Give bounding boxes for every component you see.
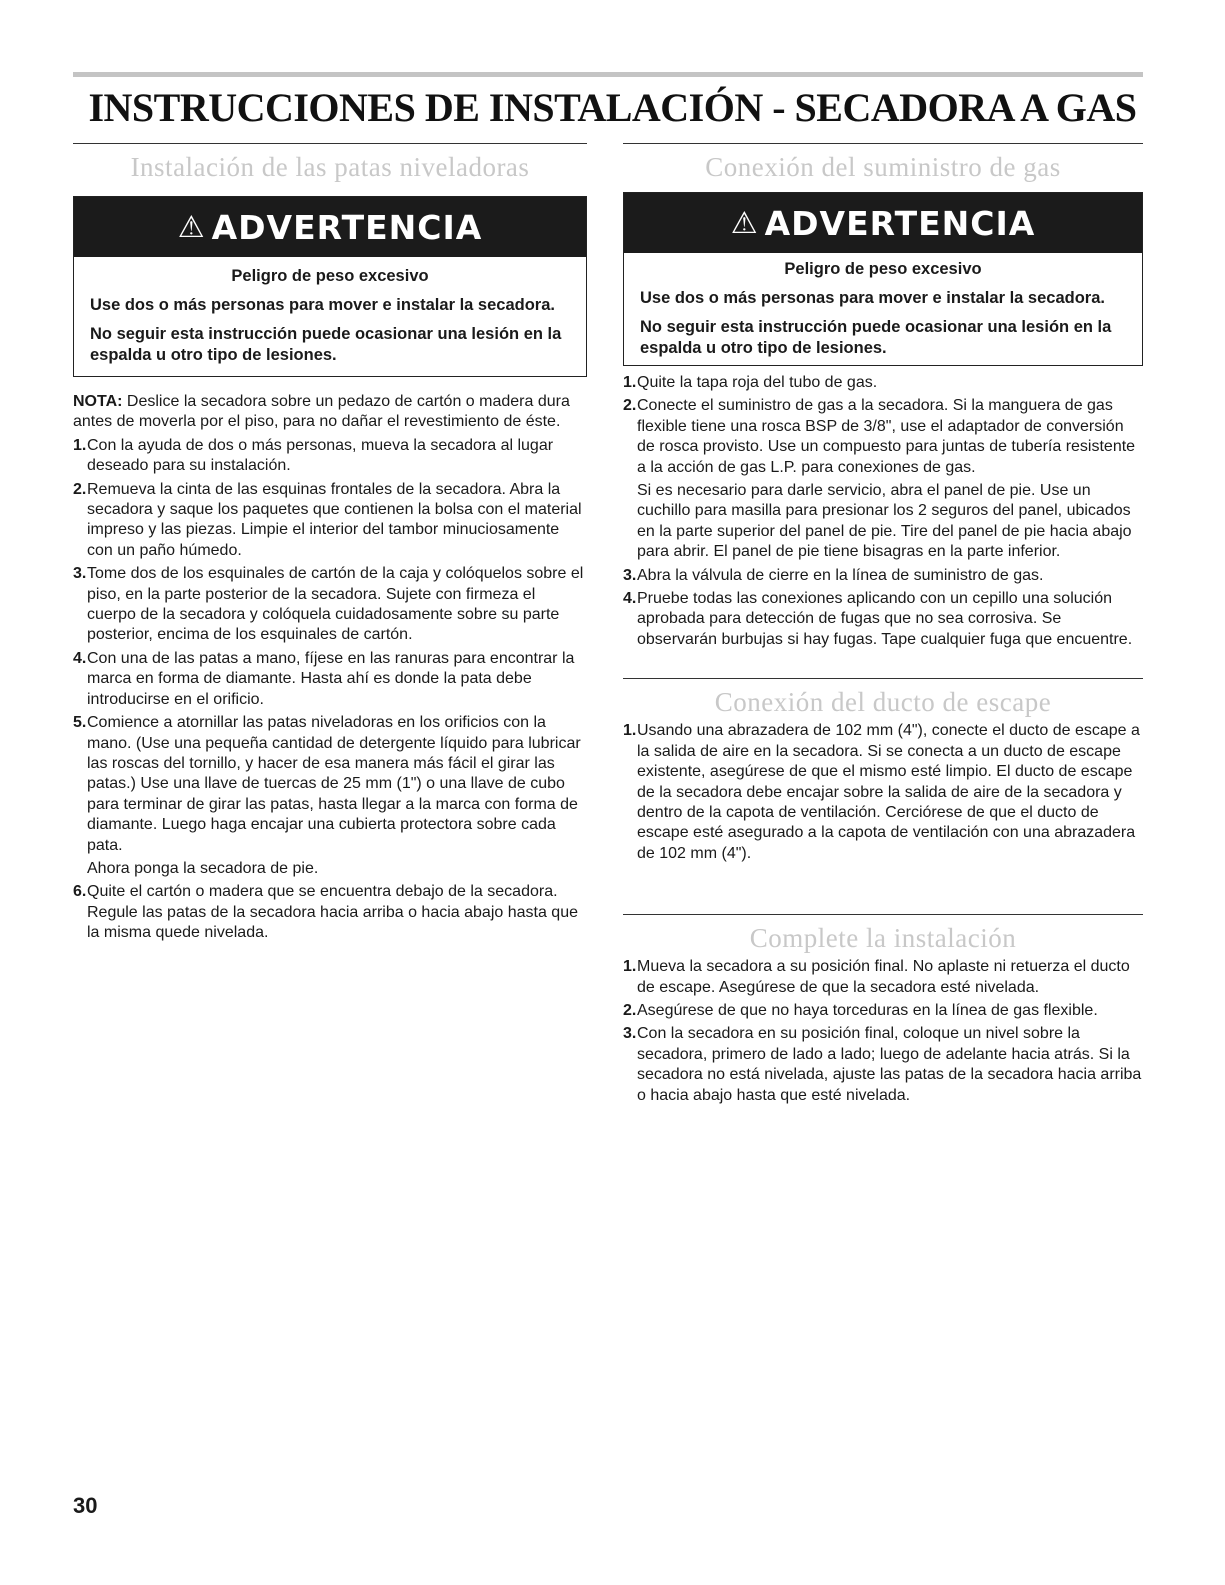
- list-item: [623, 957, 1143, 998]
- list-item: [623, 1024, 1143, 1106]
- list-item: [623, 589, 1143, 650]
- section-divider: [623, 914, 1143, 915]
- note-text: Deslice la secadora sobre un pedazo de cartón o madera dura antes de moverla por el piso, para no dañar el revestimiento de éste.: [73, 393, 570, 431]
- step-number: 1.: [73, 436, 87, 454]
- step-extra-text: Ahora ponga la secadora de pie.: [87, 859, 319, 877]
- step-text: Remueva la cinta de las esquinas frontales de la secadora. Abra la secadora y saque los paquetes que contienen la bolsa con el material impreso y las piezas. Limpie el interior del tambor minuciosamente con un paño húmedo.: [87, 480, 582, 559]
- section-heading-gas-supply: Conexión del suministro de gas: [705, 152, 1061, 182]
- complete-content: [623, 957, 1143, 1106]
- step-text: Quite la tapa roja del tubo de gas.: [637, 374, 878, 391]
- step-text: Quite el cartón o madera que se encuentra debajo de la secadora. Regule las patas de la secadora hacia arriba o hacia abajo hasta que la misma quede nivelada.: [87, 883, 578, 942]
- section-divider: [623, 143, 1143, 144]
- warning-line: No seguir esta instrucción puede ocasionar una lesión en la espalda u otro tipo de lesiones.: [640, 318, 1112, 357]
- warning-header-label: ADVERTENCIA: [764, 203, 1036, 243]
- section-heading-exhaust: Conexión del ducto de escape: [714, 687, 1052, 718]
- step-number: 4.: [73, 649, 87, 667]
- step-text: Tome dos de los esquinales de cartón de la caja y colóquelos sobre el piso, en la parte posterior de la secadora. Sujete con firmeza el cuerpo de la secadora y colóquela cuidadosamente sobre su parte posterior, encima de los esquinales de cartón.: [87, 565, 584, 644]
- step-text: Abra la válvula de cierre en la línea de suministro de gas.: [637, 566, 1044, 584]
- step-number: 1.: [623, 374, 637, 391]
- step-text: Usando una abrazadera de 102 mm (4"), conecte el ducto de escape a la salida de aire en la secadora. Si se conecta a un ducto de escape existente, asegúrese de que el mismo esté limpio. El ducto de escape de la secadora debe encajar sobre la salida de aire de la secadora y dentro de la capota de ventilación. Cerciórese de que el ducto de escape esté asegurado a la capota de ventilación con una abrazadera de 102 mm (4").: [637, 722, 1140, 862]
- left-column: [73, 143, 587, 944]
- step-text: Pruebe todas las conexiones aplicando con un cepillo una solución aprobada para detección de fugas que no sea corrosiva. Se observarán burbujas si hay fugas. Tape cualquier fuga que encuentre.: [637, 590, 1133, 648]
- step-extra-text: Si es necesario para darle servicio, abra el panel de pie. Use un cuchillo para masilla para presionar los 2 seguros del panel, ubicados en la parte superior del panel de pie. Tire del panel de pie hacia abajo para abrir. El panel de pie tiene bisagras en la parte inferior.: [637, 482, 1132, 561]
- list-item: [73, 564, 587, 646]
- leveling-legs-content: [73, 392, 587, 944]
- complete-steps: [623, 957, 1143, 1106]
- list-item: [623, 396, 1143, 562]
- step-text: Con la ayuda de dos o más personas, mueva la secadora al lugar deseado para su instalación.: [87, 436, 554, 475]
- step-text: Con una de las patas a mano, fíjese en las ranuras para encontrar la marca en forma de diamante. Hasta ahí es donde la pata debe introducirse en el orificio.: [87, 649, 575, 708]
- warning-hazard: Peligro de peso excesivo: [231, 267, 429, 285]
- list-item: [623, 566, 1143, 586]
- step-text: Con la secadora en su posición final, coloque un nivel sobre la secadora, primero de lado a lado; luego de adelante hacia atrás. Si la secadora no está nivelada, ajuste las patas de la secadora hacia arriba o hacia abajo hasta que esté nivelada.: [637, 1025, 1142, 1104]
- note-label: NOTA:: [73, 393, 123, 410]
- page-number: 30: [73, 1493, 98, 1518]
- warning-hazard: Peligro de peso excesivo: [784, 260, 982, 278]
- list-item: [623, 1001, 1143, 1021]
- step-number: 1.: [623, 722, 637, 740]
- step-number: 2.: [623, 1001, 637, 1019]
- step-text: Asegúrese de que no haya torceduras en la línea de gas flexible.: [637, 1001, 1098, 1019]
- step-number: 5.: [73, 714, 87, 732]
- section-divider: [623, 678, 1143, 679]
- step-number: 2.: [73, 480, 87, 498]
- warning-triangle-icon: ⚠: [177, 209, 206, 245]
- warning-box: [623, 192, 1143, 366]
- step-text: Comience a atornillar las patas niveladoras en los orificios con la mano. (Use una pequeña cantidad de detergente líquido para lubricar las roscas del tornillo, y hacer de esa manera más fácil el girar las patas.) Use una llave de tuercas de 25 mm (1") o una llave de cubo para terminar de girar las patas, hasta llegar a la marca con forma de diamante. Luego haga encajar una cubierta protectora sobre cada pata.: [87, 714, 581, 854]
- warning-header: [74, 197, 586, 257]
- warning-line: Use dos o más personas para mover e instalar la secadora.: [640, 289, 1105, 307]
- step-number: 2.: [623, 397, 637, 415]
- list-item: [623, 721, 1143, 864]
- step-number: 6.: [73, 883, 87, 901]
- step-number: 3.: [73, 565, 87, 583]
- note: [73, 392, 587, 433]
- leveling-legs-steps: [73, 436, 587, 944]
- gas-supply-content: [623, 373, 1143, 650]
- step-text: Conecte el suministro de gas a la secadora. Si la manguera de gas flexible tiene una rosca BSP de 3/8", use el adaptador de conversión de rosca provisto. Use un compuesto para juntas de tubería resistente a la acción de gas L.P. para conexiones de gas.: [637, 397, 1136, 476]
- section-heading-complete: Complete la instalación: [749, 923, 1017, 954]
- top-rule: [73, 72, 1143, 77]
- right-column: [623, 143, 1143, 1106]
- warning-header: [624, 193, 1142, 253]
- section-heading-leveling-legs: Instalación de las patas niveladoras: [130, 152, 530, 182]
- warning-body: [74, 257, 586, 376]
- warning-box: [73, 196, 587, 377]
- exhaust-content: [623, 721, 1143, 864]
- list-item: [73, 882, 587, 943]
- warning-body: [624, 253, 1142, 365]
- page-title: INSTRUCCIONES DE INSTALACIÓN - SECADORA A GAS: [88, 85, 1137, 130]
- list-item: [73, 649, 587, 710]
- step-number: 1.: [623, 958, 637, 976]
- list-item: [73, 436, 587, 477]
- list-item: [73, 480, 587, 562]
- gas-supply-steps: [623, 373, 1143, 650]
- list-item: [73, 713, 587, 879]
- step-number: 4.: [623, 590, 637, 608]
- warning-line: Use dos o más personas para mover e instalar la secadora.: [90, 296, 555, 314]
- step-number: 3.: [623, 1025, 637, 1043]
- warning-line: No seguir esta instrucción puede ocasionar una lesión en la espalda u otro tipo de lesiones.: [90, 325, 562, 364]
- list-item: [623, 373, 1143, 393]
- warning-triangle-icon: ⚠: [730, 205, 759, 241]
- exhaust-steps: [623, 721, 1143, 864]
- step-text: Mueva la secadora a su posición final. No aplaste ni retuerza el ducto de escape. Asegúrese de que la secadora esté nivelada.: [637, 958, 1130, 996]
- section-divider: [73, 143, 587, 144]
- warning-header-label: ADVERTENCIA: [211, 207, 483, 247]
- step-number: 3.: [623, 566, 637, 584]
